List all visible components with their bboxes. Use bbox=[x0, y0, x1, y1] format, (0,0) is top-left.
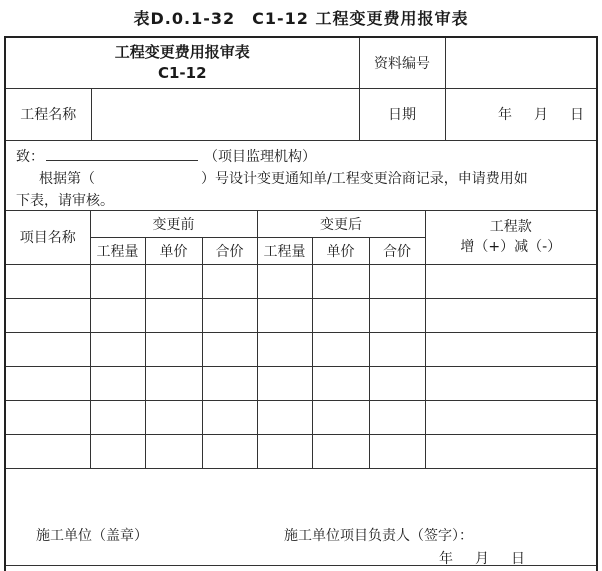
form-title-line2: C1-12 bbox=[157, 63, 207, 82]
notice-section bbox=[6, 141, 596, 211]
item-cell[interactable] bbox=[202, 265, 257, 299]
notice-body-prefix: 根据第（ bbox=[39, 170, 95, 187]
col-header-total-after: 合价 bbox=[369, 238, 425, 265]
item-cell[interactable] bbox=[145, 401, 202, 435]
item-cell[interactable] bbox=[202, 299, 257, 333]
notice-body-suffix: ）号设计变更通知单/工程变更洽商记录，申请费用如 bbox=[201, 170, 528, 187]
item-cell[interactable] bbox=[257, 435, 312, 469]
item-cell[interactable] bbox=[369, 435, 425, 469]
item-cell[interactable] bbox=[312, 333, 369, 367]
date-field[interactable]: 年 月 日 bbox=[445, 88, 596, 140]
item-cell[interactable] bbox=[90, 401, 145, 435]
item-cell[interactable] bbox=[145, 435, 202, 469]
item-cell[interactable] bbox=[6, 367, 90, 401]
item-cell[interactable] bbox=[257, 299, 312, 333]
item-cell[interactable] bbox=[257, 401, 312, 435]
table-row bbox=[6, 435, 596, 469]
item-cell[interactable] bbox=[425, 333, 596, 367]
item-cell[interactable] bbox=[202, 435, 257, 469]
item-cell[interactable] bbox=[145, 367, 202, 401]
item-cell[interactable] bbox=[145, 265, 202, 299]
item-cell[interactable] bbox=[202, 367, 257, 401]
table-row bbox=[6, 265, 596, 299]
signature-section bbox=[6, 469, 596, 566]
item-cell[interactable] bbox=[425, 435, 596, 469]
form-title-line1: 工程变更费用报审表 bbox=[114, 42, 250, 61]
col-header-unitprice-after: 单价 bbox=[312, 238, 369, 265]
col-header-quantity-before: 工程量 bbox=[90, 238, 145, 265]
item-cell[interactable] bbox=[312, 401, 369, 435]
project-name-label: 工程名称 bbox=[6, 88, 91, 140]
col-group-before: 变更前 bbox=[90, 211, 257, 238]
to-org-label: （项目监理机构） bbox=[204, 148, 316, 165]
notice-line1 bbox=[16, 146, 588, 168]
col-group-after: 变更后 bbox=[257, 211, 425, 238]
item-cell[interactable] bbox=[425, 299, 596, 333]
item-cell[interactable] bbox=[145, 299, 202, 333]
table-row bbox=[6, 367, 596, 401]
item-cell[interactable] bbox=[202, 401, 257, 435]
item-cell[interactable] bbox=[369, 367, 425, 401]
item-cell[interactable] bbox=[145, 333, 202, 367]
col-header-quantity-after: 工程量 bbox=[257, 238, 312, 265]
form-title-cell bbox=[6, 38, 359, 88]
col-header-item-name: 项目名称 bbox=[6, 211, 90, 265]
doc-no-label: 资料编号 bbox=[359, 38, 445, 88]
item-cell[interactable] bbox=[257, 367, 312, 401]
item-cell[interactable] bbox=[90, 435, 145, 469]
item-cell[interactable] bbox=[90, 265, 145, 299]
item-cell[interactable] bbox=[90, 299, 145, 333]
table-row bbox=[6, 299, 596, 333]
form-header-table bbox=[6, 38, 596, 141]
item-cell[interactable] bbox=[369, 401, 425, 435]
form-container bbox=[4, 36, 598, 571]
table-row bbox=[6, 401, 596, 435]
change-items-body bbox=[6, 265, 596, 469]
to-label: 致： bbox=[16, 148, 44, 165]
project-name-field[interactable] bbox=[91, 88, 359, 140]
item-cell[interactable] bbox=[425, 367, 596, 401]
page-title: 表D.0.1-32 C1-12 工程变更费用报审表 bbox=[133, 9, 469, 28]
item-cell[interactable] bbox=[257, 265, 312, 299]
amount-head-line2: 增（+）减（-） bbox=[460, 239, 562, 256]
item-cell[interactable] bbox=[6, 265, 90, 299]
item-cell[interactable] bbox=[312, 367, 369, 401]
project-manager-sign-label: 施工单位项目负责人（签字）： bbox=[284, 528, 473, 544]
item-cell[interactable] bbox=[425, 265, 596, 299]
item-cell[interactable] bbox=[90, 333, 145, 367]
amount-head-line1: 工程款 bbox=[489, 219, 532, 236]
item-cell[interactable] bbox=[6, 333, 90, 367]
notice-line2 bbox=[16, 168, 588, 190]
item-cell[interactable] bbox=[312, 265, 369, 299]
item-cell[interactable] bbox=[369, 333, 425, 367]
doc-no-field[interactable] bbox=[445, 38, 596, 88]
col-header-amount bbox=[425, 211, 596, 265]
item-cell[interactable] bbox=[369, 265, 425, 299]
supervisor-blank-field[interactable] bbox=[46, 146, 198, 161]
contractor-seal-label: 施工单位（盖章） bbox=[36, 528, 148, 544]
signature-date-field[interactable]: 年 月 日 bbox=[439, 551, 529, 567]
item-cell[interactable] bbox=[369, 299, 425, 333]
col-header-total-before: 合价 bbox=[202, 238, 257, 265]
date-label: 日期 bbox=[359, 88, 445, 140]
notice-line3: 下表，请审核。 bbox=[16, 192, 114, 209]
item-cell[interactable] bbox=[6, 299, 90, 333]
change-items-table bbox=[6, 211, 596, 470]
col-header-unitprice-before: 单价 bbox=[145, 238, 202, 265]
table-row bbox=[6, 333, 596, 367]
item-cell[interactable] bbox=[257, 333, 312, 367]
item-cell[interactable] bbox=[90, 367, 145, 401]
item-cell[interactable] bbox=[6, 435, 90, 469]
item-cell[interactable] bbox=[312, 299, 369, 333]
item-cell[interactable] bbox=[425, 401, 596, 435]
item-cell[interactable] bbox=[312, 435, 369, 469]
item-cell[interactable] bbox=[202, 333, 257, 367]
item-cell[interactable] bbox=[6, 401, 90, 435]
